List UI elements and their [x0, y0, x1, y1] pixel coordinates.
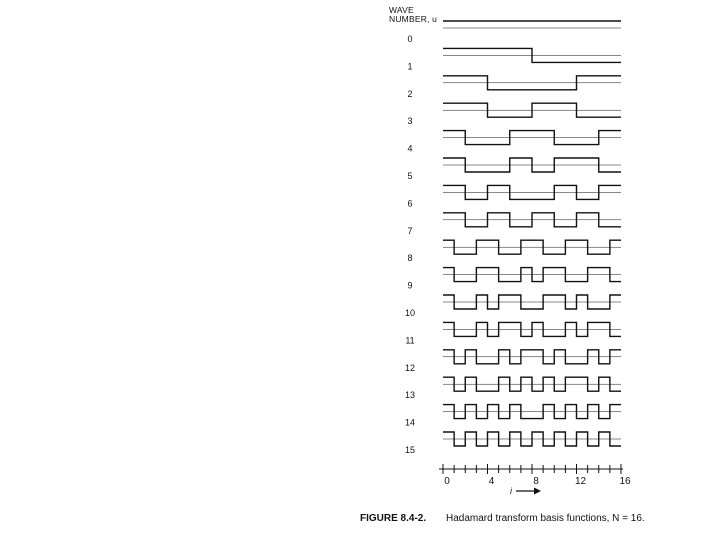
x-tick-label: 0: [444, 476, 450, 487]
wave-label: 7: [407, 225, 413, 236]
x-tick-label: 16: [619, 476, 631, 487]
wave-label: 12: [404, 362, 416, 373]
x-axis-arrow-icon: [516, 488, 541, 495]
x-axis-label: i: [510, 486, 512, 496]
wave-label: 11: [405, 335, 415, 346]
wave-label: 4: [407, 143, 413, 154]
header-number-u: NUMBER, u: [389, 14, 438, 24]
wave-label: 8: [407, 253, 413, 264]
caption-text: Hadamard transform basis functions, N = 16.: [446, 513, 645, 524]
x-tick-label: 8: [533, 476, 539, 487]
wave-label: 13: [404, 390, 416, 401]
caption-number: FIGURE 8.4-2.: [360, 513, 427, 524]
x-tick-label: 12: [574, 476, 587, 487]
wave-label: 3: [407, 116, 413, 127]
wave-label: 15: [404, 445, 416, 455]
wave-label: 0: [407, 34, 413, 44]
waveforms-group: [405, 21, 621, 455]
wave-label: 10: [404, 308, 416, 318]
wave-label: 5: [407, 171, 413, 181]
wave-label: 9: [407, 280, 413, 291]
x-axis: [439, 464, 631, 487]
header-wave: WAVE: [389, 5, 414, 15]
x-tick-label: 4: [488, 476, 495, 487]
wave-label: 6: [407, 198, 413, 209]
wave-label: 14: [404, 417, 416, 428]
wave-label: 1: [407, 61, 413, 72]
wave-label: 2: [407, 88, 413, 99]
